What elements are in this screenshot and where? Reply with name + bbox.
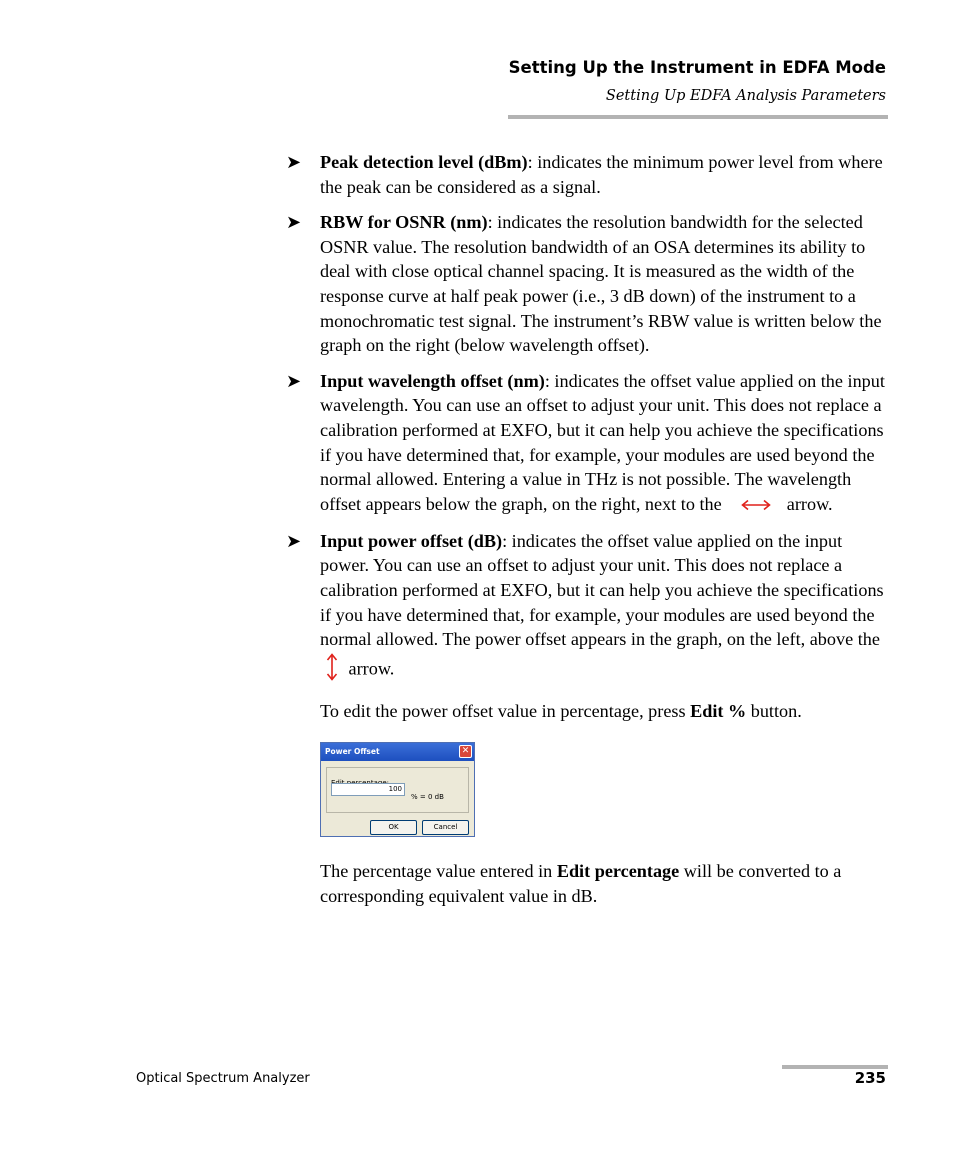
bullet-arrow-icon: ➤: [286, 212, 302, 234]
bullet-item-power-offset: [286, 529, 888, 689]
bullet-text: [320, 529, 888, 689]
power-offset-dialog: [320, 742, 475, 837]
bullet-term: Input wavelength offset (nm): [320, 370, 545, 391]
bullet-text: [320, 210, 888, 358]
closing-text: The percentage value entered in: [320, 861, 557, 881]
bullet-item-wavelength-offset: [286, 369, 888, 518]
cancel-button[interactable]: Cancel: [422, 820, 469, 835]
edit-note-text: To edit the power offset value in percentage, press: [320, 701, 691, 722]
edit-note: [320, 699, 888, 724]
bullet-item-peak-detection: [286, 150, 888, 199]
bullet-description-end: arrow.: [782, 493, 833, 514]
header-rule: [508, 115, 888, 119]
dialog-title: Power Offset: [325, 747, 380, 756]
page-content: [286, 150, 888, 920]
closing-text-end: will be converted to a corresponding equivalent value in dB.: [320, 861, 842, 906]
close-icon[interactable]: ✕: [459, 745, 472, 758]
bullet-item-rbw: [286, 210, 888, 358]
ok-button[interactable]: OK: [370, 820, 417, 835]
bullet-arrow-icon: ➤: [286, 152, 302, 173]
edit-note-button-name: Edit %: [690, 701, 747, 722]
footer-product-name: Optical Spectrum Analyzer: [136, 1071, 310, 1086]
bullet-arrow-icon: ➤: [286, 530, 302, 552]
bullet-arrow-icon: ➤: [286, 370, 302, 392]
bullet-term: Peak detection level (dBm): [320, 152, 528, 172]
bullet-text: [320, 369, 888, 518]
bullet-description: : indicates the resolution bandwidth for the selected OSNR value. The resolution bandwidth of an OSA determines its ability to deal with close optical channel spacing. It is measured as the width of the response curve at half peak power (i.e., 3 dB down) of the instrument to a monochromatic test signal. The instrument’s RBW value is written below the graph on the right (below wavelength offset).: [320, 212, 882, 356]
bullet-term: RBW for OSNR (nm): [320, 212, 488, 233]
bullet-description-end: arrow.: [344, 658, 395, 679]
bullet-description: : indicates the offset value applied on the input wavelength. You can use an offset to adjust your unit. This does not replace a calibration performed at EXFO, but it can help you achieve the specifications if you have determined that, for example, your modules are used beyond the normal allowed. Entering a value in THz is not possible. The wavelength offset appears below the graph, on the right, next to the: [320, 370, 885, 514]
horizontal-double-arrow-icon: [740, 493, 772, 518]
section-title: Setting Up EDFA Analysis Parameters: [605, 88, 886, 104]
edit-note-text-end: button.: [746, 701, 802, 722]
bullet-term: Input power offset (dB): [320, 530, 503, 551]
bullet-description: : indicates the minimum power level from where the peak can be considered as a signal.: [320, 152, 883, 197]
dialog-field-group: [326, 767, 469, 813]
equivalent-db-value: % = 0 dB: [411, 793, 444, 801]
bullet-text: [320, 150, 888, 199]
closing-paragraph: [320, 859, 888, 908]
edit-percentage-input[interactable]: 100: [331, 783, 405, 796]
bullet-description: : indicates the offset value applied on the input power. You can use an offset to adjust your unit. This does not replace a calibration performed at EXFO, but it can help you achieve the specifications if you have determined that, for example, your modules are used beyond the normal allowed. The power offset appears in the graph, on the left, above the: [320, 530, 884, 650]
dialog-titlebar: [321, 743, 474, 761]
chapter-title: Setting Up the Instrument in EDFA Mode: [508, 58, 886, 77]
vertical-double-arrow-icon: [326, 652, 338, 689]
closing-field-name: Edit percentage: [556, 861, 680, 881]
page-number: 235: [854, 1069, 886, 1087]
